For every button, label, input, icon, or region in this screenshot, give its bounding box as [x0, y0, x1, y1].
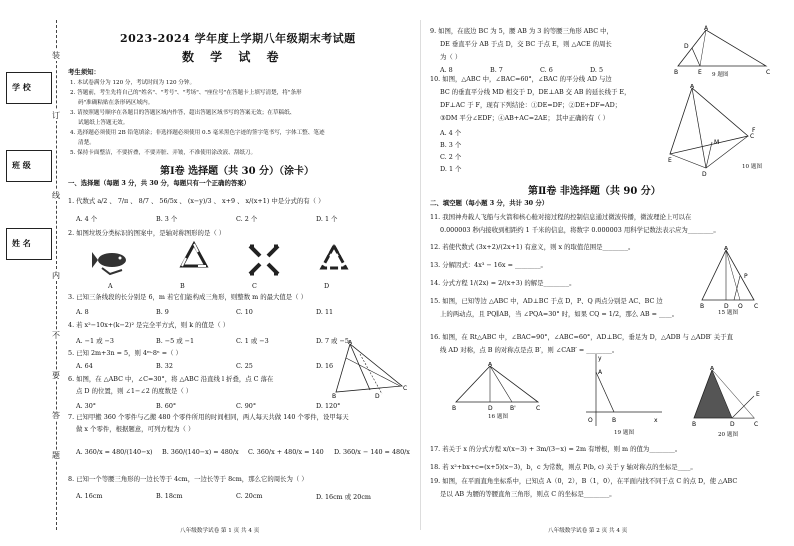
q16-figure [452, 362, 542, 414]
fig19-caption: 19 题图 [614, 430, 635, 436]
notice-heading: 考生须知： [68, 68, 100, 76]
exam-title: 2023-2024 学年度上学期八年级期末考试题 [120, 32, 356, 45]
q6-text-a: 6. 如图，在 △ABC 中，∠C=30°，将 △ABC 沿直线 l 折叠，点 C 落在 [68, 375, 274, 383]
q9-option: C. 6 [540, 66, 553, 74]
q1-text: 1. 代数式 a/2 、 7/π 、 8/7 、 56/5x 、 (x−y)/3 、 x+9 、 x/(x+1) 中是分式的有（ ） [68, 197, 325, 205]
q5-option: A. 64 [76, 362, 93, 370]
q6-option: B. 60° [156, 402, 177, 410]
svg-text:B: B [332, 393, 337, 400]
q9-option: A. 8 [440, 66, 453, 74]
q8-option: A. 16cm [76, 492, 103, 500]
q10-figure [668, 84, 780, 176]
svg-text:C: C [754, 303, 759, 308]
q9-text-c: 为（ ） [440, 53, 462, 61]
svg-text:A: A [710, 366, 715, 372]
q15-text-a: 15. 如图，已知等边 △ABC 中，AD⊥BC 于点 D，P、Q 两点分别是 AC、BC 边 [430, 297, 663, 305]
svg-text:E: E [756, 391, 760, 398]
svg-text:Q: Q [738, 303, 743, 308]
notice-item: 清楚。 [78, 140, 95, 146]
q6-figure [330, 340, 410, 400]
q8-option: B. 18cm [156, 492, 183, 500]
svg-text:A: A [724, 246, 729, 252]
seal-char: 线 [52, 191, 60, 200]
q2-option: B [180, 282, 185, 290]
notice-item: 2. 答题前，考生先将自己的"姓名"、"考号"、"考场"、"座位号"在答题卡上填写清楚，将"条形 [70, 90, 302, 96]
name-label: 姓 名 [12, 238, 31, 248]
q4-option: D. 7 或 −5 [316, 337, 349, 345]
q10-option: C. 2 个 [440, 153, 462, 161]
svg-text:B': B' [510, 405, 516, 412]
part1-section: 一、选择题（每题 3 分，共 30 分，每题只有一个正确的答案） [68, 179, 251, 187]
q10-option: A. 4 个 [440, 129, 462, 137]
q7-option: D. 360/x − 140 = 480/x [334, 448, 410, 456]
svg-text:B: B [452, 405, 457, 412]
svg-text:B: B [692, 421, 697, 428]
svg-text:C: C [754, 421, 759, 428]
recyclable-icon [322, 246, 346, 268]
q15-text-b: 上的两动点，且 PQ∥AB，当 ∠PQA=30° 时，如果 CQ = 1/2，那么 AB = ____。 [440, 310, 679, 318]
seal-char: 题 [52, 451, 60, 460]
svg-text:D: D [684, 43, 689, 50]
q4-option: A. −1 或 −3 [76, 337, 114, 345]
fig16-caption: 16 题图 [488, 414, 509, 420]
q16-text-b: 线 AD 对称，点 B 的对称点是点 B′，则 ∠CAB′ = ________。 [440, 346, 619, 354]
q7-text-b: 做 x 个零件，根据题意，可列方程为（ ） [76, 425, 195, 433]
recycle-icon [182, 244, 206, 266]
q3-option: B. 9 [156, 308, 169, 316]
q19-figure [584, 352, 664, 428]
q10-text-d: ③DM 平分∠EDF；④AB+AC=2AE； 其中正确的有（ ） [440, 114, 610, 122]
svg-text:O: O [588, 417, 593, 424]
q1-option: A. 4 个 [76, 215, 98, 223]
svg-text:x: x [654, 417, 658, 424]
q12-text: 12. 若使代数式 (3x+2)/(2x+1) 有意义，则 x 的取值范围是________。 [430, 243, 635, 251]
seal-char: 内 [52, 271, 60, 280]
q2-option: A [108, 282, 113, 290]
svg-text:P: P [744, 273, 748, 280]
q10-text-a: 10. 如图，△ABC 中，∠BAC=60°，∠BAC 的平分线 AD 与边 [430, 75, 612, 83]
q3-text: 3. 已知三条线段的长分别是 6，m 若它们能构成三角形，则整数 m 的最大值是（ ） [68, 293, 307, 301]
class-label: 班 级 [12, 160, 31, 170]
q8-option: C. 20cm [236, 492, 263, 500]
q14-text: 14. 分式方程 1/(2x) = 2/(x+3) 的解是________。 [430, 279, 576, 287]
footer-left: 八年级数学试卷 第 1 页 共 4 页 [180, 528, 260, 534]
svg-text:E: E [698, 69, 702, 76]
name-box [6, 228, 52, 260]
q7-option: A. 360/x = 480/(140−x) [76, 448, 153, 456]
q17-text: 17. 若关于 x 的分式方程 x/(x−3) + 3m/(3−x) = 2m 有增根，则 m 的值为________。 [430, 445, 682, 453]
q8-text: 8. 已知一个等腰三角形的一边长等于 4cm，一边长等于 8cm，那么它的周长为（ ） [68, 475, 308, 483]
part1-heading: 第Ⅰ卷 选择题（共 30 分）（涂卡） [160, 166, 315, 177]
svg-text:C: C [403, 385, 408, 392]
q10-text-b: BC 的垂直平分线 MD 相交于 D，DE⊥AB 交 AB 的延长线于 E， [440, 88, 631, 96]
q1-option: B. 3 个 [156, 215, 178, 223]
q4-option: B. −5 或 −1 [156, 337, 195, 345]
seal-char: 订 [52, 111, 60, 120]
fig20-caption: 20 题图 [718, 432, 739, 438]
q20-figure [692, 366, 768, 430]
page-divider [420, 20, 421, 530]
q3-option: D. 11 [316, 308, 334, 316]
svg-text:D: D [488, 405, 493, 412]
svg-text:E: E [668, 157, 672, 164]
q4-text: 4. 若 x²−10x+(k−2)² 是完全平方式，则 k 的值是（ ） [68, 321, 230, 329]
school-box [6, 72, 52, 104]
q15-figure [700, 246, 770, 308]
q11-text-a: 11. 我国神舟载人飞船与火箭和核心舱对接过程的控制信息通过微波传播，微波理论上可以在 [430, 213, 692, 221]
svg-text:F: F [752, 127, 756, 134]
q9-text-a: 9. 如图，在底边 BC 为 5，腰 AB 为 3 的等腰三角形 ABC 中， [430, 27, 613, 35]
svg-text:A: A [690, 84, 695, 90]
svg-text:C: C [766, 69, 771, 76]
svg-text:A: A [488, 362, 493, 368]
q11-text-b: 0.000003 秒内接收到相距约 1 千米的信息，将数字 0.000003 用科学记数法表示应为________。 [440, 226, 720, 234]
q7-option: C. 360/x + 480/x = 140 [248, 448, 324, 456]
q5-option: B. 32 [156, 362, 173, 370]
q10-option: D. 1 个 [440, 165, 462, 173]
seal-char: 装 [52, 51, 60, 60]
seal-char: 不 [52, 331, 60, 340]
q6-option: A. 30° [76, 402, 97, 410]
q1-option: D. 1 个 [316, 215, 338, 223]
svg-text:M: M [714, 139, 720, 146]
q16-text-a: 16. 如图，在 Rt△ABC 中，∠BAC=90°，∠ABC=60°，AD⊥BC，垂足为 D，△ADB 与 △ADB′ 关于直 [430, 333, 733, 341]
svg-text:D: D [702, 171, 707, 176]
fig9-caption: 9 题图 [712, 72, 729, 78]
q10-text-c: DF⊥AC 于 F，现有下列结论：①DE=DF；②DE+DF=AD； [440, 101, 622, 109]
q2-figures [92, 240, 372, 280]
q2-option: D [324, 282, 330, 290]
notice-item: 3. 请按照题号顺序在各题目的答题区域内作答，超出答题区域书写的答案无效；在草稿纸、 [70, 110, 296, 116]
svg-text:A: A [704, 25, 709, 32]
q2-text: 2. 如图垃圾分类标识的图案中，是轴对称图形的是（ ） [68, 229, 226, 237]
svg-text:B: B [612, 417, 617, 424]
notice-item: 试题纸上答题无效。 [78, 120, 129, 126]
seal-char: 答 [52, 411, 60, 420]
notice-item: 4. 选择题必须使用 2B 铅笔填涂；非选择题必须使用 0.5 毫米黑色字迹的签字笔书写，字体工整、笔迹 [70, 130, 325, 136]
svg-text:A: A [598, 369, 603, 376]
class-box [6, 150, 52, 182]
fig15-caption: 15 题图 [718, 310, 739, 316]
svg-text:D: D [730, 421, 735, 428]
q2-option: C [252, 282, 257, 290]
q13-text: 13. 分解因式：4x³ − 16x = ________。 [430, 261, 547, 269]
q4-option: C. 1 或 −3 [236, 337, 269, 345]
part2-section: 二、填空题（每小题 3 分，共计 30 分） [430, 199, 549, 207]
q9-option: D. 5 [590, 66, 604, 74]
q9-option: B. 7 [490, 66, 503, 74]
q1-option: C. 2 个 [236, 215, 258, 223]
svg-text:B: B [674, 69, 679, 76]
svg-text:C: C [536, 405, 541, 412]
q7-text-a: 7. 已知甲搬 360 个零件与乙搬 480 个零件所用的时间相同，两人每天共做 140 个零件，设甲每天 [68, 413, 349, 421]
q8-option: D. 16cm 或 20cm [316, 493, 371, 501]
footer-right: 八年级数学试卷 第 2 页 共 4 页 [548, 528, 628, 534]
q5-option: C. 25 [236, 362, 253, 370]
q19-text-a: 19. 如图，在平面直角坐标系中，已知点 A（0，2），B（1，0），在平面内找不同于点 C 的点 D，使 △ABC [430, 477, 738, 485]
svg-text:y: y [598, 355, 602, 362]
svg-text:A: A [348, 340, 353, 346]
q6-option: D. 120° [316, 402, 341, 410]
svg-text:D: D [724, 303, 729, 308]
q7-option: B. 360/(140−x) = 480/x [162, 448, 239, 456]
fig10-caption: 10 题图 [742, 164, 763, 170]
q6-option: C. 90° [236, 402, 257, 410]
notice-item: 1. 本试卷满分为 120 分，考试时间为 120 分钟。 [70, 80, 196, 86]
q19-text-b: 是以 AB 为腰的等腰直角三角形，则点 C 的坐标是________。 [440, 490, 616, 498]
q18-text: 18. 若 x²+bx+c=(x+5)(x−3)，b，c 为常数，则点 P(b, c) 关于 y 轴对称点的坐标是____。 [430, 463, 697, 471]
school-label: 学 校 [12, 82, 31, 92]
hazardous-waste-icon [250, 246, 278, 274]
q10-option: B. 3 个 [440, 141, 462, 149]
q9-text-b: DE 垂直平分 AB 于点 D，交 BC 于点 E，则 △ACE 的周长 [440, 40, 612, 48]
seal-char: 要 [52, 371, 60, 380]
q5-option: D. 16 [316, 362, 334, 370]
q3-option: A. 8 [76, 308, 89, 316]
svg-text:D: D [375, 393, 380, 400]
q3-option: C. 10 [236, 308, 253, 316]
kitchen-waste-icon [92, 252, 126, 274]
q6-text-b: 点 D 的位置，则 ∠1−∠2 的度数是（ ） [76, 387, 193, 395]
notice-item: 5. 保持卡面整洁，不要折叠，不要弄脏、弄皱，不准使用涂改液、刮纸刀。 [70, 150, 257, 156]
svg-text:B: B [700, 303, 705, 308]
q5-text: 5. 已知 2m+3n = 5，则 4ᵐ·8ⁿ =（ ） [68, 349, 182, 357]
part2-heading: 第Ⅱ卷 非选择题（共 90 分） [528, 186, 661, 197]
svg-text:C: C [750, 133, 755, 140]
binding-strip [0, 0, 62, 546]
exam-subtitle: 数 学 试 卷 [182, 50, 285, 64]
notice-item: 码"准确粘贴在条形码区域内。 [78, 100, 154, 106]
